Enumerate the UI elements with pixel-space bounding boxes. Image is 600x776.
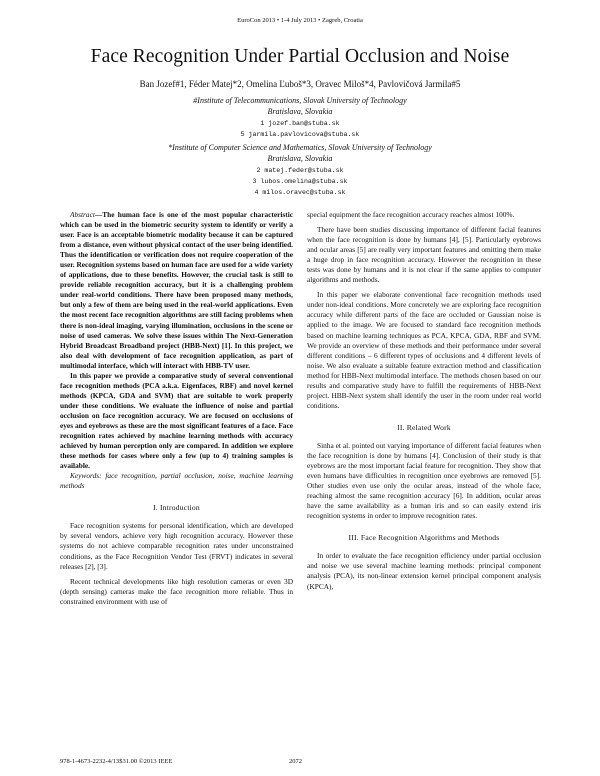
right-paragraph-2: There have been studies discussing importance of different facial features when the face recognition is done by humans [4], [5]. Particularly eyebrows and ocular areas [5] are really very important features and omitting them make a huge drop in face recognition accuracy. However the recognition in these tests was done by humans and it is not clear if the same applies to computer algorithms and methods. <box>307 225 541 285</box>
affiliation-2-email-3: 4 milos.oravec@stuba.sk <box>254 189 346 196</box>
affiliation-2-email-1: 2 matej.feder@stuba.sk <box>256 167 344 174</box>
section-heading-methods: III. Face Recognition Algorithms and Methods <box>348 533 500 543</box>
right-column <box>307 210 541 592</box>
affiliation-1-name: #Institute of Telecommunications, Slovak University of Technology <box>193 96 407 105</box>
keywords: Keywords: face recognition, partial occlusion, noise, machine learning methods <box>60 471 293 491</box>
affiliation-2-name: *Institute of Computer Science and Mathematics, Slovak University of Technology <box>168 143 432 152</box>
abstract-paragraph-1 <box>60 210 293 371</box>
right-paragraph-1: special equipment the face recognition accuracy reaches almost 100%. <box>307 210 515 219</box>
affiliation-1-email-2: 5 jarmila.pavlovicova@stuba.sk <box>240 131 360 138</box>
right-paragraph-3: In this paper we elaborate conventional face recognition methods used under non-ideal conditions. More concretely we are exploring face recognition accuracy while different parts of the face are occluded or Gaussian noise is applied to the image. We are focused to standard face recognition methods based on machine learning techniques as PCA, KPCA, GDA, RBF and SVM. We provide an overview of these methods and their performance under several different conditions – 6 different types of occlusions and 4 different levels of noise. We also evaluate a suitable feature extraction method and classification method for HBB-Next multimodal interface. The methods chosen based on our results and comparative study have to fulfill the requirements of HBB-Next project. HBB-Next system shall identify the user in the room under real world conditions. <box>307 290 541 410</box>
page-number: 2072 <box>289 758 302 765</box>
section-heading-related-work: II. Related Work <box>397 422 451 432</box>
abstract-paragraph-2: In this paper we provide a comparative study of several conventional face recognition methods (PCA a.k.a. Eigenfaces, RBF) and novel kernel methods (KPCA, GDA and SVM) that are suitable to work properly under these conditions. We evaluate the influence of noise and partial occlusion on face recognition accuracy. We are focused on occlusions of eyes and eyebrows as these are the most significant features of a face. Face recognition rates achieved by machine learning methods with accuracy achieved by human perception only are compared. In addition we explore these methods for cases where only a few (up to 4) training samples is available. <box>60 370 293 471</box>
left-column <box>60 210 293 607</box>
footer-isbn: 978-1-4673-2232-4/13$31.00 ©2013 IEEE <box>60 758 173 765</box>
intro-paragraph-2: Recent technical developments like high resolution cameras or even 3D (depth sensing) cameras make the face recognition more reliable. Thus in constrained environment with use of <box>60 576 293 606</box>
section-heading-introduction: I. Introduction <box>153 503 200 513</box>
abstract-label: Abstract <box>70 210 95 219</box>
methods-paragraph: In order to evaluate the face recognition efficiency under partial occlusion and noise we use several machine learning methods: principal component analysis (PCA), its non-linear extension kernel principal component analysis (KPCA), <box>307 551 541 591</box>
affiliation-2-city: Bratislava, Slovakia <box>267 154 333 163</box>
related-work-paragraph: Sinha et al. pointed out varying importance of different facial features when the face recognition is done by humans [4]. Conclusion of their study is that eyebrows are the most important facial feature for recognition. They show that even humans have difficulties in recognition once eyebrows are removed [5]. Other studies even use only the ocular areas, instead of the whole face, reaching almost the same recognition accuracy [6]. In addition, ocular areas have the same availability as a human iris and so can easily extend iris recognition systems in order to improve recognition rates. <box>307 440 541 521</box>
affiliation-1-email-1: 1 jozef.ban@stuba.sk <box>260 120 340 127</box>
conference-header: EuroCon 2013 • 1-4 July 2013 • Zagreb, Croatia <box>237 17 363 24</box>
affiliation-1-city: Bratislava, Slovakia <box>267 107 333 116</box>
affiliation-2-email-2: 3 lubos.omelina@stuba.sk <box>252 178 348 185</box>
intro-paragraph-1: Face recognition systems for personal identification, which are developed by several vendors, achieve very high recognition accuracy. However these systems do not achieve comparable recognition rates under unconstrained conditions, as the Face Recognition Vendor Test (FRVT) indicates in several releases [2], [3]. <box>60 521 293 571</box>
paper-title: Face Recognition Under Partial Occlusion and Noise <box>90 46 510 67</box>
author-list: Ban Jozef#1, Féder Matej*2, Omelina Ľuboš*3, Oravec Miloš*4, Pavlovičová Jarmila#5 <box>139 79 461 89</box>
abstract-text-1: —The human face is one of the most popular characteristic which can be used in the biometric security system to identify or verify a user. Face is an acceptable biometric modality because it can be captured from a distance, even without physical contact of the user being identified. Thus the identification or verification does not require cooperation of the user. Recognition systems based on human face are used for a wide variety of applications, due to these benefits. However, the crucial task is still to provide reliable recognition accuracy, but it is a challenging problem under real-world conditions. There have been proposed many methods, but only a few of them are being used in the real-world applications. Even the most recent face recognition algorithms are still facing problems when there is non-ideal imaging, varying illumination, occlusions in the scene or noise of used cameras. We solve these issues within The Next-Generation Hybrid Broadcast Broadband project (HBB-Next) [1]. In this project, we also deal with development of face recognition application, as part of multimodal interface, which will interact with HBB-TV user. <box>60 210 293 370</box>
